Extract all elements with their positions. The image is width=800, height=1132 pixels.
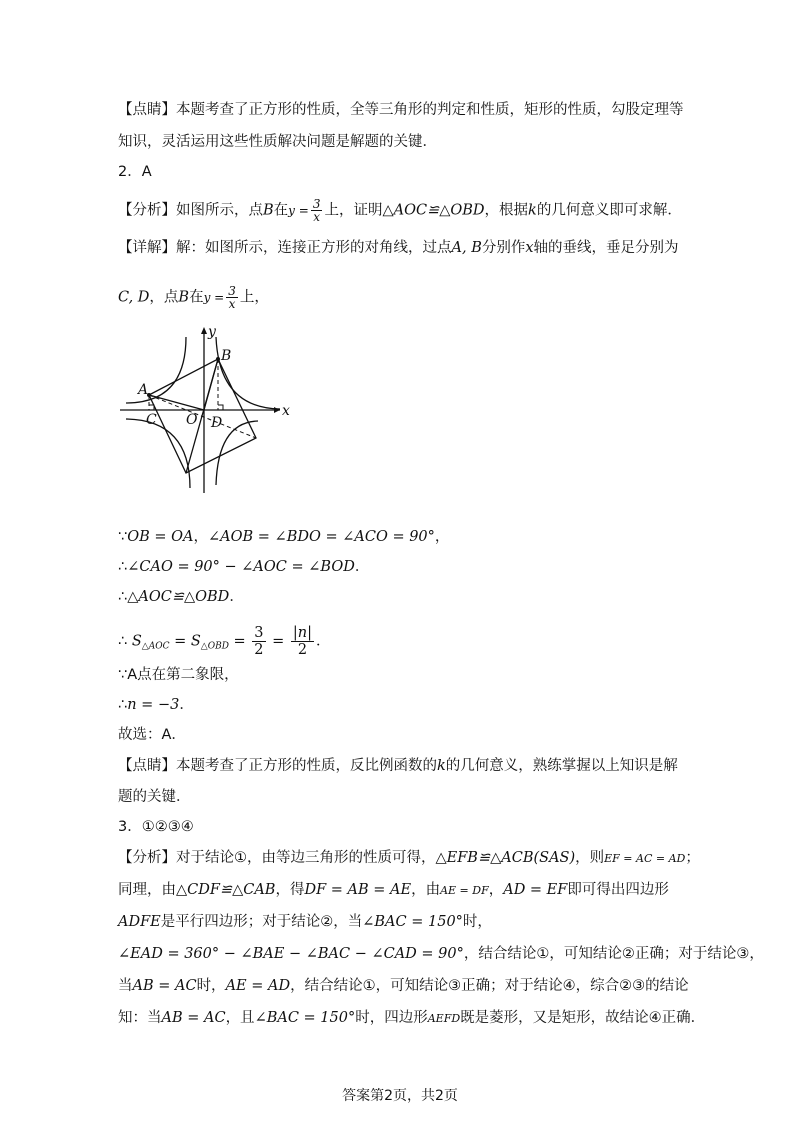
analysis-line: 【分析】如图所示，点B在y = $\frac{3}{x}$ 上，证明△AOC≌△OBD，根据k的几何意义即可求解． [118, 197, 682, 224]
question-2-answer: 2．A [118, 164, 152, 180]
text-line-2: 知识，灵活运用这些性质解决问题是解题的关键． [118, 134, 437, 150]
detail-line-2: C, D，点B在y = $\frac{3}{x}$ 上， [118, 284, 269, 311]
label-y: y [208, 324, 216, 340]
y-axis-arrow [201, 327, 207, 334]
label-o: O [186, 412, 198, 428]
segment-oa [149, 395, 204, 410]
math-line-1: ∵OB = OA，∠AOB = ∠BDO = ∠ACO = 90°， [118, 529, 450, 545]
analysis-3-line-6: 知：当AB = AC，且∠BAC = 150°时，四边形AEFD既是菱形，又是矩形，故结论④正确． [118, 1010, 706, 1026]
math-line-4: ∴ $S_{\triangle AOC} = S_{\triangle OBD}$ = $\frac{3}{2}$ = $\frac{|n|}{2}$ ． [118, 625, 331, 658]
math-line-3: ∴△AOC≌△OBD． [118, 589, 244, 605]
label-x: x [282, 403, 290, 419]
analysis-3-line-1: 【分析】对于结论①，由等边三角形的性质可得，△EFB≌△ACB(SAS)，则EF = AC = AD； [118, 850, 700, 866]
analysis-3-line-3: ADFE是平行四边形；对于结论②，当∠BAC = 150°时， [118, 914, 492, 930]
hyperbola-branch-2 [126, 337, 186, 403]
question-3-answer: 3．①②③④ [118, 819, 194, 835]
label-c: C [146, 412, 157, 428]
hyperbola-branch-3 [126, 419, 190, 488]
answer-choice: 故选：A． [118, 727, 186, 743]
analysis-3-line-5: 当AB = AC时，AE = AD，结合结论①，可知结论③正确；对于结论④，综合②③的结论 [118, 978, 689, 994]
analysis-3-line-4: ∠EAD = 360° − ∠BAE − ∠BAC − ∠CAD = 90°，结合结论①，可知结论②正确；对于结论③， [118, 946, 764, 962]
hyperbola-square-figure [118, 323, 293, 498]
right-angle-d [218, 405, 223, 410]
text-line-1: 【点睛】本题考查了正方形的性质，全等三角形的判定和性质，矩形的性质，勾股定理等 [118, 102, 684, 118]
math-line-2: ∴∠CAO = 90° − ∠AOC = ∠BOD． [118, 559, 370, 575]
label-d: D [211, 415, 223, 431]
highlight-line-1: 【点睛】本题考查了正方形的性质，反比例函数的k的几何意义，熟练掌握以上知识是解 [118, 758, 678, 774]
detail-line-1: 【详解】解：如图所示，连接正方形的对角线，过点A, B分别作x轴的垂线，垂足分别为 [118, 240, 679, 256]
analysis-3-line-2: 同理，由△CDF≌△CAB，得DF = AB = AE，由AE = DF，AD = EF即可得出四边形 [118, 882, 669, 898]
math-line-6: ∴n = −3． [118, 697, 194, 713]
right-angle-c [149, 405, 154, 410]
segment-ad-dashed [149, 395, 256, 438]
highlight-line-2: 题的关键． [118, 789, 191, 805]
label-b: B [221, 348, 232, 364]
x-axis-arrow [274, 407, 280, 413]
page-footer: 答案第2页，共2页 [342, 1088, 458, 1104]
label-a: A [138, 382, 149, 398]
math-line-5: ∵A点在第二象限， [118, 667, 239, 683]
